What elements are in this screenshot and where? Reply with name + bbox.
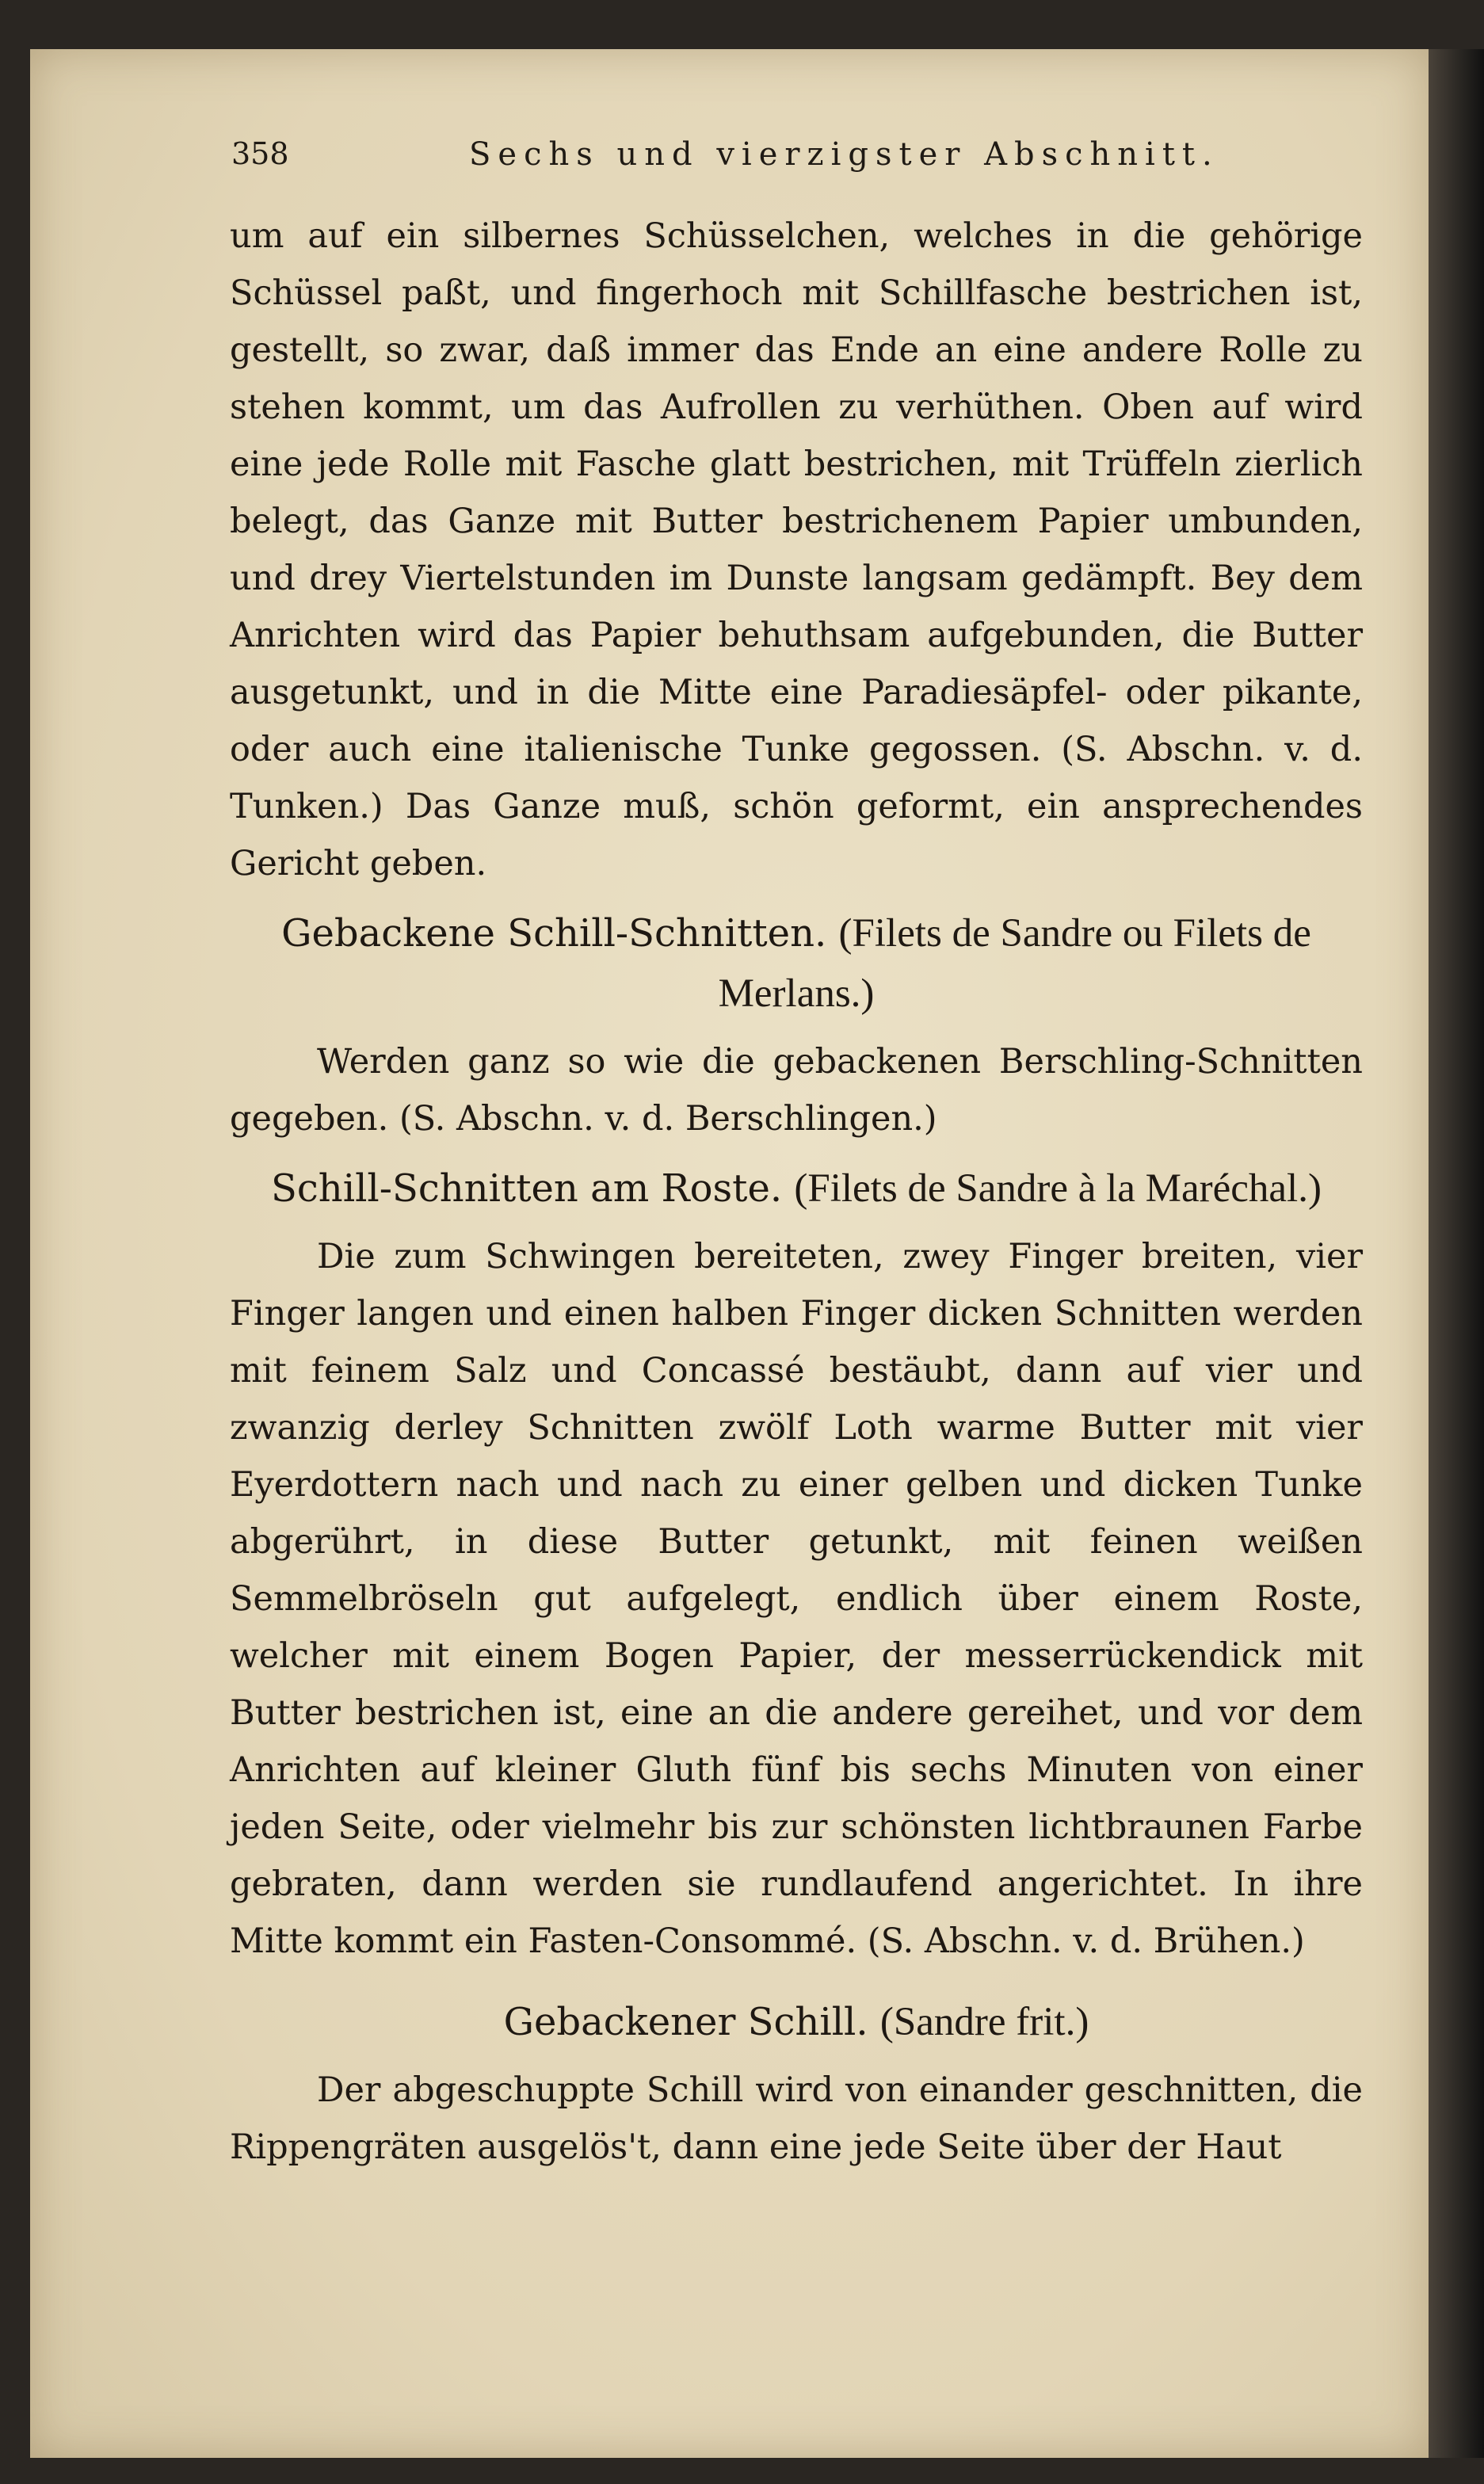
paragraph-gebackene-schill-schnitten: Werden ganz so wie die gebackenen Berschling-Schnitten gegeben. (S. Abschn. v. d. Berschlingen.) bbox=[230, 1042, 1363, 1139]
page-number: 358 bbox=[231, 136, 289, 171]
heading-german: Gebackene Schill-Schnitten. bbox=[281, 911, 827, 956]
section-heading-schill-schnitten-am-roste bbox=[230, 1158, 1363, 1219]
heading-german: Schill-Schnitten am Roste. bbox=[271, 1166, 783, 1211]
paragraph-gebackener-schill: Der abgeschuppte Schill wird von einander geschnitten, die Rippengräten ausgelös't, dann eine jede Seite über der Haut bbox=[230, 2070, 1363, 2167]
heading-french: (Sandre frit.) bbox=[879, 2000, 1089, 2044]
section-heading-gebackene-schill-schnitten bbox=[230, 903, 1363, 1024]
page-header bbox=[231, 136, 1364, 184]
heading-german: Gebackener Schill. bbox=[503, 2000, 868, 2044]
paragraph-schill-schnitten-am-roste: Die zum Schwingen bereiteten, zwey Finger breiten, vier Finger langen und einen halben Finger dicken Schnitten werden mit feinem Salz und Concassé bestäubt, dann auf vier und zwanzig derley Schnitten zwölf Loth warme Butter mit vier Eyerdottern nach und nach zu einer gelben und dicken Tunke abgerührt, in diese Butter getunkt, mit feinen weißen Semmelbröseln gut aufgelegt, endlich über einem Roste, welcher mit einem Bogen Papier, der messerrückendick mit Butter bestrichen ist, eine an die andere gereihet, und vor dem Anrichten auf kleiner Gluth fünf bis sechs Minuten von einer jeden Seite, oder vielmehr bis zur schönsten lichtbraunen Farbe gebraten, dann werden sie rundlaufend angerichtet. In ihre Mitte kommt ein Fasten-Consommé. (S. Abschn. v. d. Brühen.) bbox=[230, 1237, 1363, 1961]
paragraph-continuation: um auf ein silbernes Schüsselchen, welches in die gehörige Schüssel paßt, und fingerhoch mit Schillfasche bestrichen ist, gestellt, so zwar, daß immer das Ende an eine andere Rolle zu stehen kommt, um das Aufrollen zu verhüthen. Oben auf wird eine jede Rolle mit Fasche glatt bestrichen, mit Trüffeln zierlich belegt, das Ganze mit Butter bestrichenem Papier umbunden, und drey Viertelstunden im Dunste langsam gedämpft. Bey dem Anrichten wird das Papier behuthsam aufgebunden, die Butter ausgetunkt, und in die Mitte eine Paradiesäpfel- oder pikante, oder auch eine italienische Tunke gegossen. (S. Abschn. v. d. Tunken.) Das Ganze muß, schön geformt, ein ansprechendes Gericht geben. bbox=[230, 216, 1363, 883]
heading-french: (Filets de Sandre ou Filets de Merlans.) bbox=[718, 911, 1311, 1016]
text-block bbox=[230, 208, 1363, 2176]
heading-french: (Filets de Sandre à la Maréchal.) bbox=[794, 1166, 1322, 1211]
book-gutter bbox=[1429, 49, 1484, 2458]
section-heading-gebackener-schill bbox=[230, 1992, 1363, 2052]
running-head: Sechs und vierzigster Abschnitt. bbox=[469, 136, 1219, 173]
